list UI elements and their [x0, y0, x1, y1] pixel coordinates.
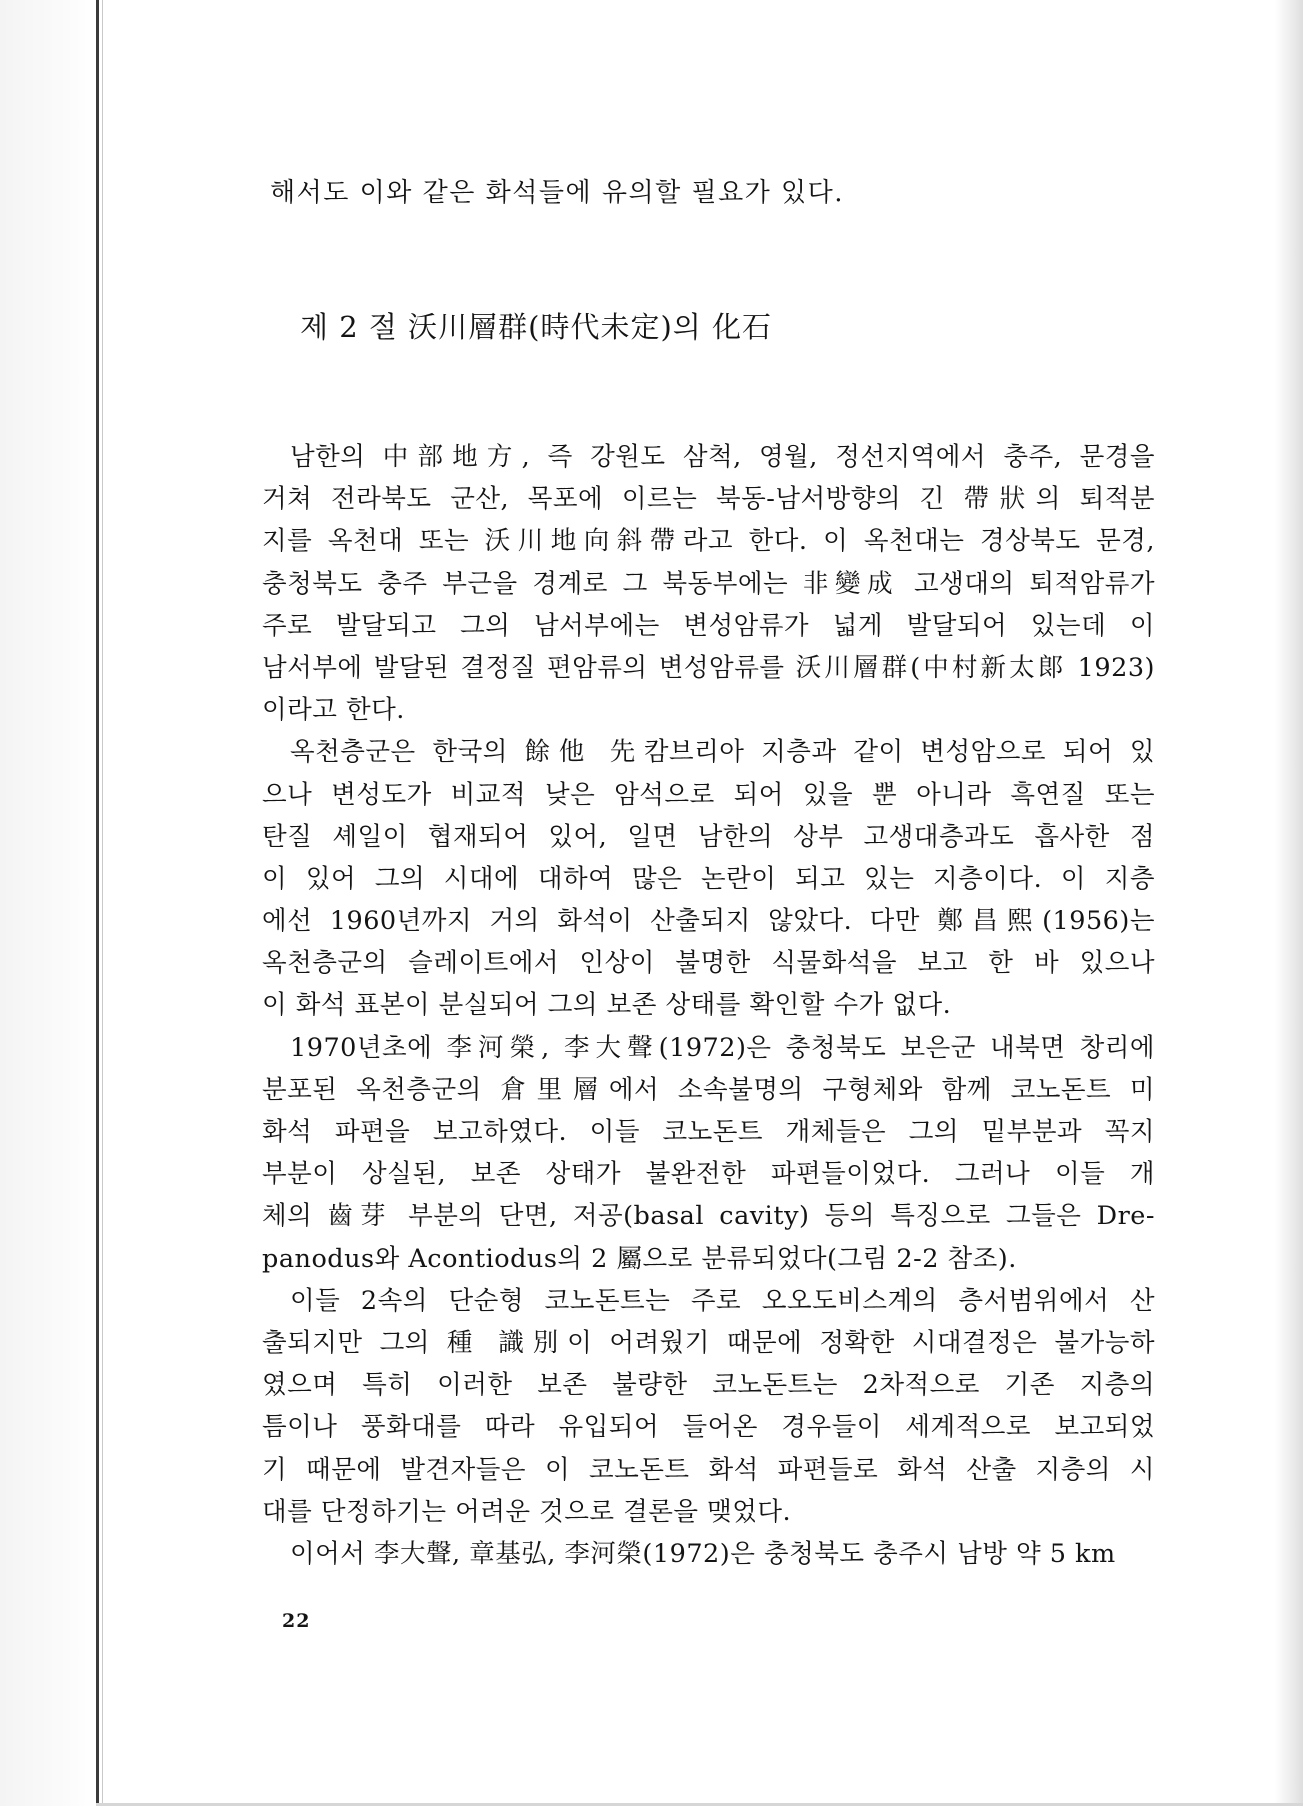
- paragraph-line: 지를 옥천대 또는 沃川地向斜帶라고 한다. 이 옥천대는 경상북도 문경,: [262, 526, 1155, 557]
- paragraph-line: 남서부에 발달된 결정질 편암류의 변성암류를 沃川層群(中村新太郞 1923): [262, 652, 1155, 683]
- paragraph-line: 이라고 한다.: [262, 695, 405, 726]
- paragraph-line: 이들 2속의 단순형 코노돈트는 주로 오오도비스계의 층서범위에서 산: [290, 1285, 1155, 1316]
- paragraph-line: 부분이 상실된, 보존 상태가 불완전한 파편들이었다. 그러나 이들 개: [262, 1159, 1155, 1190]
- paragraph-line: 옥천층군은 한국의 餘他 先캄브리아 지층과 같이 변성암으로 되어 있: [290, 737, 1155, 768]
- paragraph-line: 이 화석 표본이 분실되어 그의 보존 상태를 확인할 수가 없다.: [262, 990, 952, 1021]
- paragraph-line: 1970년초에 李河榮, 李大聲(1972)은 충청북도 보은군 내북면 창리에: [290, 1032, 1155, 1063]
- paragraph-line: 기 때문에 발견자들은 이 코노돈트 화석 파편들로 화석 산출 지층의 시: [262, 1454, 1155, 1485]
- paragraph-line: 옥천층군의 슬레이트에서 인상이 불명한 식물화석을 보고 한 바 있으나: [262, 948, 1155, 979]
- page-right-edge-shadow: [1275, 0, 1303, 1806]
- paragraph-line: 이어서 李大聲, 章基弘, 李河榮(1972)은 충청북도 충주시 남방 약 5 km: [290, 1538, 1116, 1569]
- binding-edge-line: [96, 0, 99, 1806]
- binding-edge-shadow: [102, 0, 103, 1806]
- paragraph-line: 틈이나 풍화대를 따라 유입되어 들어온 경우들이 세계적으로 보고되었: [262, 1412, 1155, 1443]
- paragraph-line: 체의 齒芽 부분의 단면, 저공(basal cavity) 등의 특징으로 그들은 Dre-: [262, 1201, 1155, 1232]
- paragraph-line: panodus와 Acontiodus의 2 屬으로 분류되었다(그림 2-2 참조).: [262, 1243, 1017, 1274]
- paragraph-line: 으나 변성도가 비교적 낮은 암석으로 되어 있을 뿐 아니라 흑연질 또는: [262, 779, 1155, 810]
- page-left-margin: [0, 0, 96, 1806]
- paragraph-line: 출되지만 그의 種 識別이 어려웠기 때문에 정확한 시대결정은 불가능하: [262, 1327, 1155, 1358]
- section-heading: 제 2 절 沃川層群(時代未定)의 化石: [300, 310, 772, 344]
- paragraph-line: 충청북도 충주 부근을 경계로 그 북동부에는 非變成 고생대의 퇴적암류가: [262, 568, 1155, 599]
- page-number: 22: [282, 1610, 311, 1632]
- paragraph-line: 탄질 셰일이 협재되어 있어, 일면 남한의 상부 고생대층과도 흡사한 점: [262, 821, 1155, 852]
- paragraph-line: 대를 단정하기는 어려운 것으로 결론을 맺었다.: [262, 1496, 792, 1527]
- paragraph-line: 남한의 中部地方, 즉 강원도 삼척, 영월, 정선지역에서 충주, 문경을: [290, 442, 1155, 472]
- paragraph-line: 이 있어 그의 시대에 대하여 많은 논란이 되고 있는 지층이다. 이 지층: [262, 863, 1155, 894]
- continued-text-line: 해서도 이와 같은 화석들에 유의할 필요가 있다.: [270, 178, 845, 208]
- paragraph-line: 분포된 옥천층군의 倉里層에서 소속불명의 구형체와 함께 코노돈트 미: [262, 1074, 1155, 1105]
- paragraph-line: 주로 발달되고 그의 남서부에는 변성암류가 넓게 발달되어 있는데 이: [262, 610, 1155, 641]
- body-text: [262, 436, 1155, 1575]
- paragraph-line: 였으며 특히 이러한 보존 불량한 코노돈트는 2차적으로 기존 지층의: [262, 1370, 1155, 1401]
- paragraph-line: 에선 1960년까지 거의 화석이 산출되지 않았다. 다만 鄭昌熙(1956)는: [262, 906, 1155, 937]
- paragraph-line: 거쳐 전라북도 군산, 목포에 이르는 북동-남서방향의 긴 帶狀의 퇴적분: [262, 484, 1155, 515]
- paragraph-line: 화석 파편을 보고하였다. 이들 코노돈트 개체들은 그의 밑부분과 꼭지: [262, 1117, 1155, 1147]
